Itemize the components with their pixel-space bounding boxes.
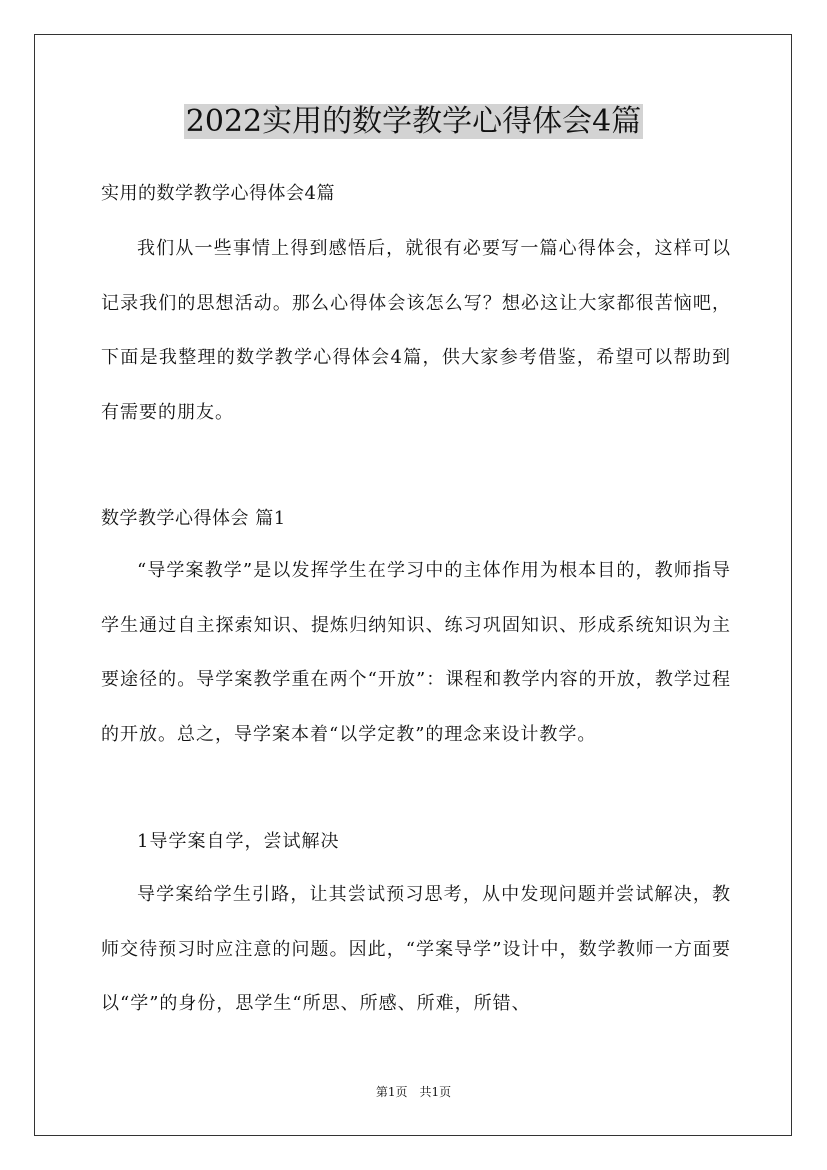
section-paragraph: “导学案教学”是以发挥学生在学习中的主体作用为根本目的，教师指导学生通过自主探索知识、提炼归纳知识、练习巩固知识、形成系统知识为主要途径的。导学案教学重在两个“开放”：课程和教学内容的开放，教学过程的开放。总之，导学案本着“以学定教”的理念来设计教学。 bbox=[101, 560, 731, 745]
subsection-heading: 1导学案自学，尝试解决 bbox=[137, 831, 340, 852]
section-heading: 数学教学心得体会 篇1 bbox=[101, 508, 286, 529]
document-subtitle: 实用的数学教学心得体会4篇 bbox=[101, 183, 335, 204]
intro-paragraph: 我们从一些事情上得到感悟后，就很有必要写一篇心得体会，这样可以记录我们的思想活动。那么心得体会该怎么写？想必这让大家都很苦恼吧，下面是我整理的数学教学心得体会4篇，供大家参考借鉴，希望可以帮助到有需要的朋友。 bbox=[101, 238, 731, 423]
subsection-paragraph: 导学案给学生引路，让其尝试预习思考，从中发现问题并尝试解决，教师交待预习时应注意的问题。因此，“学案导学”设计中，数学教师一方面要以“学”的身份，思学生“所思、所感、所难，所错、 bbox=[101, 884, 731, 1014]
page-footer: 第1页 共1页 bbox=[375, 1085, 452, 1099]
document-title bbox=[0, 100, 827, 144]
document-title-text: 2022实用的数学教学心得体会4篇 bbox=[185, 104, 642, 139]
